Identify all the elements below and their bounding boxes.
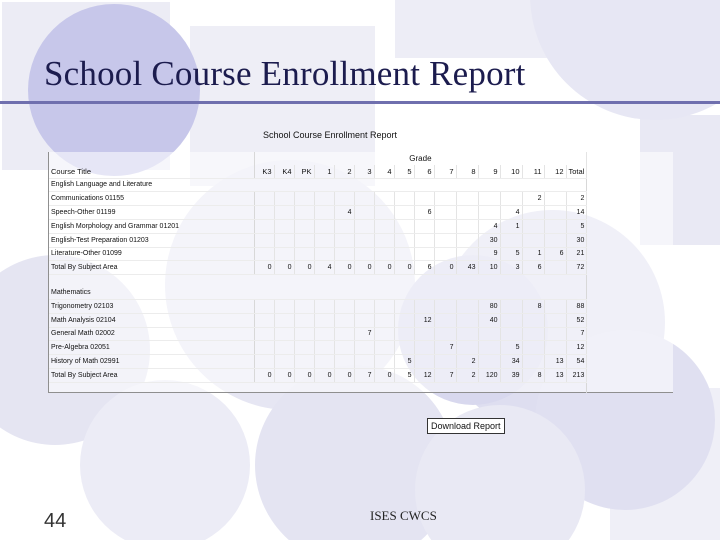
table-cell <box>414 341 434 355</box>
table-cell <box>314 206 334 220</box>
table-cell <box>374 355 394 369</box>
table-cell: 43 <box>456 261 478 275</box>
table-cell <box>544 327 566 341</box>
table-cell: 5 <box>566 219 587 233</box>
table-cell: 12 <box>566 341 587 355</box>
table-cell <box>274 192 294 206</box>
table-cell: 0 <box>334 261 354 275</box>
table-cell <box>374 192 394 206</box>
table-cell <box>456 233 478 247</box>
table-cell: 5 <box>394 368 414 382</box>
table-cell <box>254 341 274 355</box>
course-row <box>49 327 587 341</box>
table-cell <box>414 327 434 341</box>
row-label: History of Math 02991 <box>49 355 254 369</box>
table-cell: 6 <box>414 206 434 220</box>
title-underline <box>0 101 720 104</box>
table-cell <box>254 192 274 206</box>
row-label: English-Test Preparation 01203 <box>49 233 254 247</box>
table-cell <box>354 299 374 313</box>
table-cell <box>544 192 566 206</box>
report-heading: School Course Enrollment Report <box>262 130 398 140</box>
table-cell <box>274 327 294 341</box>
table-cell <box>544 233 566 247</box>
column-header: K4 <box>274 165 294 178</box>
table-cell: 54 <box>566 355 587 369</box>
table-cell <box>522 327 544 341</box>
table-cell <box>294 247 314 261</box>
table-cell: 213 <box>566 368 587 382</box>
column-header: 3 <box>354 165 374 178</box>
table-cell <box>394 299 414 313</box>
enrollment-report-panel <box>48 152 673 393</box>
row-label: English Morphology and Grammar 01201 <box>49 219 254 233</box>
course-row <box>49 299 587 313</box>
table-cell <box>394 247 414 261</box>
table-cell: 0 <box>274 261 294 275</box>
table-cell <box>274 219 294 233</box>
table-cell <box>334 233 354 247</box>
table-cell <box>544 299 566 313</box>
table-cell <box>314 233 334 247</box>
table-cell <box>314 247 334 261</box>
table-cell <box>374 219 394 233</box>
subject-total-row <box>49 368 587 382</box>
table-cell <box>434 233 456 247</box>
column-header: 6 <box>414 165 434 178</box>
table-cell <box>394 233 414 247</box>
table-cell: 0 <box>334 368 354 382</box>
subject-area-name: English Language and Literature <box>49 178 587 192</box>
column-header: PK <box>294 165 314 178</box>
table-cell <box>294 299 314 313</box>
table-cell <box>434 355 456 369</box>
download-report-button[interactable]: Download Report <box>427 418 505 434</box>
table-cell <box>314 327 334 341</box>
table-cell: 2 <box>456 368 478 382</box>
table-cell <box>274 299 294 313</box>
table-cell: 7 <box>434 368 456 382</box>
table-cell <box>354 355 374 369</box>
table-cell <box>522 355 544 369</box>
table-cell <box>522 233 544 247</box>
table-cell <box>334 299 354 313</box>
row-label: General Math 02002 <box>49 327 254 341</box>
table-cell: 30 <box>566 233 587 247</box>
table-cell <box>314 341 334 355</box>
table-cell <box>544 313 566 327</box>
table-cell: 39 <box>500 368 522 382</box>
table-cell: 0 <box>374 261 394 275</box>
subject-total-row <box>49 261 587 275</box>
table-cell <box>354 233 374 247</box>
padding-cell <box>49 382 587 393</box>
table-cell <box>334 341 354 355</box>
table-cell <box>274 247 294 261</box>
table-cell <box>478 327 500 341</box>
table-cell: 0 <box>254 261 274 275</box>
table-cell <box>434 206 456 220</box>
row-label: Speech-Other 01199 <box>49 206 254 220</box>
course-row <box>49 192 587 206</box>
table-cell <box>522 206 544 220</box>
table-cell <box>294 206 314 220</box>
row-label: Communications 01155 <box>49 192 254 206</box>
table-cell: 6 <box>544 247 566 261</box>
table-cell: 4 <box>334 206 354 220</box>
subject-area-name: Mathematics <box>49 286 587 299</box>
table-cell <box>414 233 434 247</box>
table-cell <box>254 219 274 233</box>
table-cell <box>478 192 500 206</box>
course-row <box>49 341 587 355</box>
section-spacer <box>49 275 587 287</box>
table-cell <box>414 219 434 233</box>
table-cell <box>374 341 394 355</box>
table-cell <box>254 313 274 327</box>
table-cell <box>334 219 354 233</box>
table-cell: 13 <box>544 355 566 369</box>
table-cell <box>254 247 274 261</box>
table-cell <box>414 247 434 261</box>
table-cell <box>274 313 294 327</box>
table-cell <box>274 206 294 220</box>
table-cell <box>314 299 334 313</box>
table-cell <box>434 192 456 206</box>
table-cell <box>354 206 374 220</box>
table-cell <box>274 341 294 355</box>
table-cell <box>414 192 434 206</box>
table-cell: 3 <box>500 261 522 275</box>
table-cell: 2 <box>456 355 478 369</box>
slide-title: School Course Enrollment Report <box>44 54 526 93</box>
course-row <box>49 313 587 327</box>
table-cell <box>354 341 374 355</box>
table-cell <box>478 206 500 220</box>
course-row <box>49 206 587 220</box>
table-cell: 14 <box>566 206 587 220</box>
table-cell: 5 <box>500 341 522 355</box>
column-header: Total <box>566 165 587 178</box>
table-cell <box>478 341 500 355</box>
table-cell: 30 <box>478 233 500 247</box>
table-cell <box>414 299 434 313</box>
table-cell <box>456 341 478 355</box>
table-cell: 21 <box>566 247 587 261</box>
course-row <box>49 355 587 369</box>
table-cell <box>314 219 334 233</box>
table-cell <box>394 313 414 327</box>
column-header: 2 <box>334 165 354 178</box>
table-cell <box>500 313 522 327</box>
table-cell: 1 <box>522 247 544 261</box>
column-header: 1 <box>314 165 334 178</box>
table-cell <box>456 299 478 313</box>
table-cell: 5 <box>500 247 522 261</box>
table-cell <box>354 219 374 233</box>
table-cell <box>544 206 566 220</box>
table-cell: 1 <box>500 219 522 233</box>
slide-footer: ISES CWCS <box>370 508 437 523</box>
bg-circle <box>80 380 250 540</box>
table-cell <box>294 355 314 369</box>
table-cell <box>394 341 414 355</box>
table-cell <box>394 192 414 206</box>
table-cell: 0 <box>374 368 394 382</box>
table-cell <box>394 219 414 233</box>
table-cell <box>544 261 566 275</box>
table-cell <box>334 327 354 341</box>
table-cell: 0 <box>294 368 314 382</box>
table-cell <box>354 192 374 206</box>
table-cell: 13 <box>544 368 566 382</box>
table-cell: 6 <box>414 261 434 275</box>
table-cell <box>434 219 456 233</box>
table-cell: 120 <box>478 368 500 382</box>
grade-label: Grade <box>254 152 587 165</box>
table-cell <box>314 313 334 327</box>
table-cell <box>478 355 500 369</box>
column-header: 4 <box>374 165 394 178</box>
column-header: 9 <box>478 165 500 178</box>
table-cell: 52 <box>566 313 587 327</box>
table-cell <box>254 355 274 369</box>
column-header: 11 <box>522 165 544 178</box>
table-cell <box>434 327 456 341</box>
table-cell: 4 <box>500 206 522 220</box>
table-cell <box>456 247 478 261</box>
table-cell: 7 <box>354 368 374 382</box>
column-header: 12 <box>544 165 566 178</box>
table-cell <box>522 219 544 233</box>
table-cell <box>522 341 544 355</box>
table-cell <box>500 299 522 313</box>
table-cell <box>354 247 374 261</box>
table-cell: 34 <box>500 355 522 369</box>
table-cell: 4 <box>478 219 500 233</box>
table-cell <box>254 327 274 341</box>
grade-header-row <box>49 152 587 165</box>
column-header: 8 <box>456 165 478 178</box>
table-cell <box>354 313 374 327</box>
page-number: 44 <box>44 510 67 532</box>
table-cell: 0 <box>314 368 334 382</box>
table-cell <box>456 192 478 206</box>
table-cell <box>544 341 566 355</box>
spacer-cell <box>49 275 587 287</box>
table-cell <box>394 327 414 341</box>
blank-cell <box>49 152 254 165</box>
table-cell: 2 <box>522 192 544 206</box>
table-cell <box>254 299 274 313</box>
table-cell <box>434 313 456 327</box>
row-label: Math Analysis 02104 <box>49 313 254 327</box>
table-cell <box>500 233 522 247</box>
table-cell: 0 <box>394 261 414 275</box>
subject-heading-row <box>49 286 587 299</box>
row-label: Total By Subject Area <box>49 261 254 275</box>
table-cell <box>334 355 354 369</box>
row-label: Pre-Algebra 02051 <box>49 341 254 355</box>
table-cell <box>456 327 478 341</box>
table-cell <box>274 233 294 247</box>
table-cell <box>500 192 522 206</box>
table-cell <box>274 355 294 369</box>
table-cell: 0 <box>274 368 294 382</box>
table-cell <box>500 327 522 341</box>
table-cell: 88 <box>566 299 587 313</box>
table-cell: 12 <box>414 313 434 327</box>
table-cell <box>254 206 274 220</box>
table-padding-row <box>49 382 587 393</box>
enrollment-table <box>49 152 587 393</box>
table-cell <box>294 233 314 247</box>
table-cell: 40 <box>478 313 500 327</box>
table-cell <box>374 299 394 313</box>
table-cell: 0 <box>434 261 456 275</box>
table-cell <box>254 233 274 247</box>
course-row <box>49 247 587 261</box>
row-label: Literature-Other 01099 <box>49 247 254 261</box>
table-cell <box>544 219 566 233</box>
enrollment-table-body <box>49 152 587 393</box>
table-cell: 7 <box>434 341 456 355</box>
course-row <box>49 219 587 233</box>
column-header: K3 <box>254 165 274 178</box>
table-cell: 80 <box>478 299 500 313</box>
table-cell: 7 <box>354 327 374 341</box>
table-cell <box>294 313 314 327</box>
table-cell: 10 <box>478 261 500 275</box>
table-cell <box>314 355 334 369</box>
table-cell <box>314 192 334 206</box>
table-cell <box>294 341 314 355</box>
table-cell: 12 <box>414 368 434 382</box>
table-cell <box>456 206 478 220</box>
table-cell <box>434 299 456 313</box>
table-cell <box>522 313 544 327</box>
table-cell: 6 <box>522 261 544 275</box>
subject-heading-row <box>49 178 587 192</box>
column-header: Course Title <box>49 165 254 178</box>
table-cell: 9 <box>478 247 500 261</box>
table-cell: 7 <box>566 327 587 341</box>
table-cell: 8 <box>522 368 544 382</box>
table-cell <box>394 206 414 220</box>
course-row <box>49 233 587 247</box>
table-cell <box>294 327 314 341</box>
table-cell <box>334 192 354 206</box>
table-cell <box>374 233 394 247</box>
table-cell <box>414 355 434 369</box>
table-cell <box>456 219 478 233</box>
table-cell <box>434 247 456 261</box>
table-cell <box>294 192 314 206</box>
table-cell <box>334 247 354 261</box>
column-header-row <box>49 165 587 178</box>
table-cell: 8 <box>522 299 544 313</box>
table-cell <box>374 313 394 327</box>
table-cell: 72 <box>566 261 587 275</box>
table-cell: 4 <box>314 261 334 275</box>
table-cell: 5 <box>394 355 414 369</box>
column-header: 10 <box>500 165 522 178</box>
column-header: 5 <box>394 165 414 178</box>
table-cell: 2 <box>566 192 587 206</box>
column-header: 7 <box>434 165 456 178</box>
table-cell <box>374 206 394 220</box>
table-cell <box>374 327 394 341</box>
row-label: Trigonometry 02103 <box>49 299 254 313</box>
table-cell <box>334 313 354 327</box>
table-cell: 0 <box>254 368 274 382</box>
table-cell <box>374 247 394 261</box>
row-label: Total By Subject Area <box>49 368 254 382</box>
table-cell <box>456 313 478 327</box>
table-cell: 0 <box>294 261 314 275</box>
table-cell <box>294 219 314 233</box>
table-cell: 0 <box>354 261 374 275</box>
